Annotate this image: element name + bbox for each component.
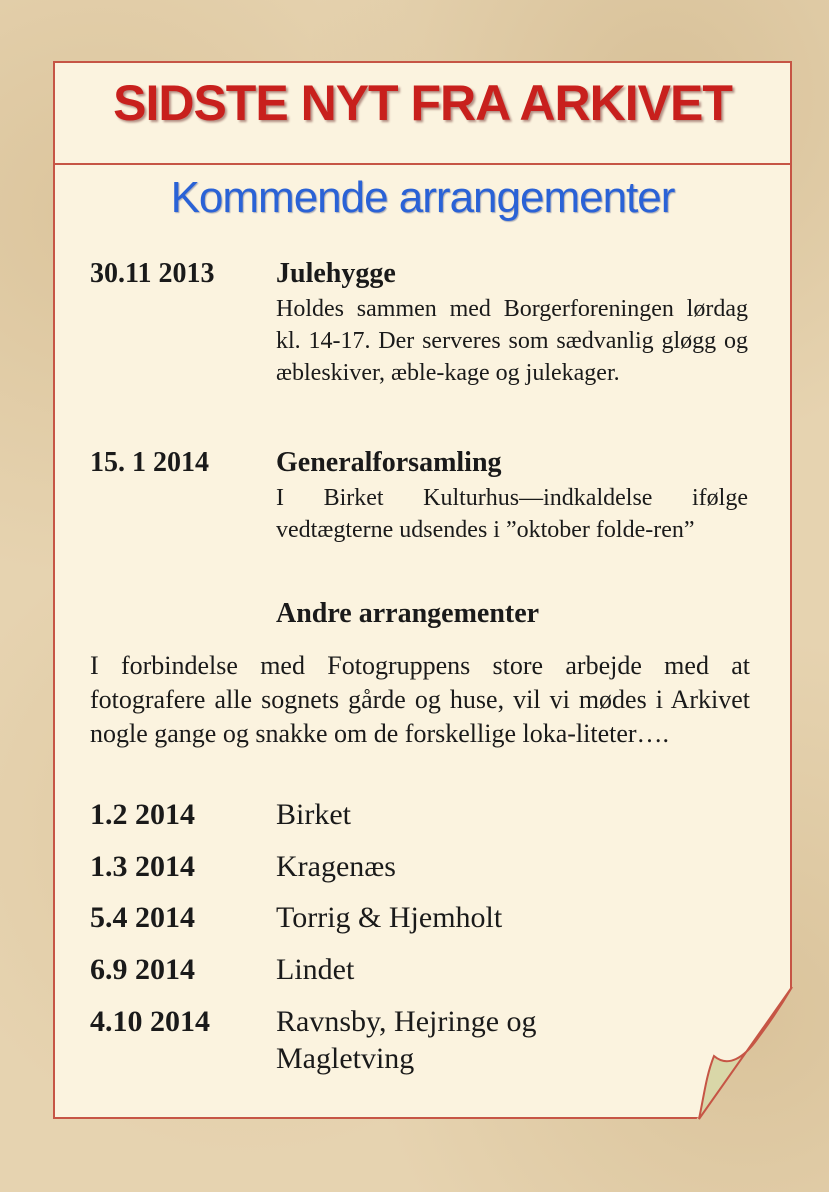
section-heading: Andre arrangementer <box>276 598 540 629</box>
event-date: 30.11 2013 <box>90 258 215 289</box>
page-subtitle: Kommende arrangementer <box>170 173 675 222</box>
event-date: 15. 1 2014 <box>90 447 209 478</box>
visit-date: 1.2 2014 <box>90 798 195 831</box>
page-title: SIDSTE NYT FRA ARKIVET <box>113 75 732 131</box>
event-description: Holdes sammen med Borgerforeningen lørdag kl. 14-17. Der serveres som sædvanlig gløgg og æbleskiver, æble-kage og julekager. <box>276 296 748 386</box>
visit-place: Torrig & Hjemholt <box>276 901 503 934</box>
visit-date: 5.4 2014 <box>90 901 195 934</box>
event-title: Generalforsamling <box>276 447 502 478</box>
visit-date: 4.10 2014 <box>90 1005 210 1038</box>
visit-date: 1.3 2014 <box>90 850 195 883</box>
intro-paragraph: I forbindelse med Fotogruppens store arbejde med at fotografere alle sognets gårde og huse, vil vi mødes i Arkivet nogle gange og snakke om de forskellige loka-liteter…. <box>90 651 750 748</box>
visit-place: Kragenæs <box>276 850 396 883</box>
visit-date: 6.9 2014 <box>90 953 195 986</box>
visit-place: Ravnsby, Hejringe og Magletving <box>276 1005 537 1075</box>
page-curl <box>698 986 794 1120</box>
event-title: Julehygge <box>276 258 396 289</box>
visit-place: Birket <box>276 798 351 831</box>
event-description: I Birket Kulturhus—indkaldelse ifølge vedtægterne udsendes i ”oktober folde-ren” <box>276 485 748 543</box>
visit-place: Lindet <box>276 953 355 986</box>
